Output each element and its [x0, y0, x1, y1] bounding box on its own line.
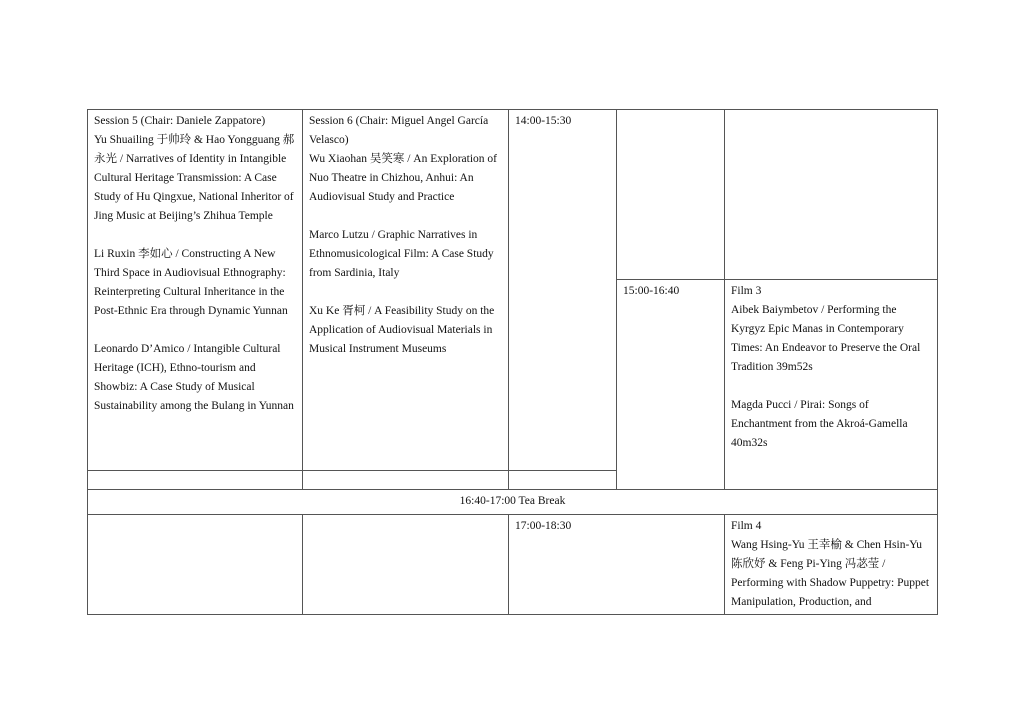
empty-cell — [88, 515, 303, 615]
session-time: 14:00-15:30 — [515, 115, 572, 127]
evening-time-cell — [509, 515, 725, 615]
tea-break-cell — [88, 490, 938, 515]
session-5-paper-1: Yu Shuailing 于帅玲 & Hao Yongguang 郝永光 / Narratives of Identity in Intangible Cultural Heritage Transmission: A Case Study of Hu Qingxue, National Inheritor of Jing Music at Beijing’s Zhihua Temple — [94, 134, 295, 222]
table-row — [88, 110, 938, 280]
film-3-time-cell — [617, 280, 725, 490]
session-6-paper-2: Marco Lutzu / Graphic Narratives in Ethnomusicological Film: A Case Study from Sardinia, Italy — [309, 229, 494, 279]
film-4-cell — [725, 515, 938, 615]
session-time-cell — [509, 110, 617, 471]
empty-cell — [88, 471, 303, 490]
film-3-cell — [725, 280, 938, 490]
film-3-item-1: Aibek Baiymbetov / Performing the Kyrgyz Epic Manas in Contemporary Times: An Endeavor to Preserve the Oral Tradition 39m52s — [731, 304, 921, 373]
table-row — [88, 515, 938, 615]
session-6-paper-1: Wu Xiaohan 吴笑寒 / An Exploration of Nuo Theatre in Chizhou, Anhui: An Audiovisual Study and Practice — [309, 153, 497, 203]
film-3-item-2: Magda Pucci / Pirai: Songs of Enchantment from the Akroá-Gamella 40m32s — [731, 399, 908, 449]
session-6-title: Session 6 (Chair: Miguel Angel García Velasco) — [309, 115, 489, 146]
empty-cell — [725, 110, 938, 280]
tea-break: 16:40-17:00 Tea Break — [459, 495, 566, 507]
session-6-cell — [303, 110, 509, 471]
empty-cell — [303, 515, 509, 615]
film-4-title: Film 4 — [731, 520, 762, 532]
session-5-paper-2: Li Ruxin 李如心 / Constructing A New Third Space in Audiovisual Ethnography: Reinterpreting Cultural Inheritance in the Post-Ethnic Era through Dynamic Yunnan — [94, 248, 288, 317]
empty-cell — [509, 471, 617, 490]
session-5-title: Session 5 (Chair: Daniele Zappatore) — [94, 115, 266, 127]
film-3-time: 15:00-16:40 — [623, 285, 680, 297]
schedule-table — [87, 109, 938, 615]
empty-cell — [303, 471, 509, 490]
session-6-paper-3: Xu Ke 胥柯 / A Feasibility Study on the Application of Audiovisual Materials in Musical Instrument Museums — [309, 305, 495, 355]
evening-time: 17:00-18:30 — [515, 520, 572, 532]
film-3-title: Film 3 — [731, 285, 762, 297]
table-row — [88, 490, 938, 515]
film-4-item: Wang Hsing-Yu 王幸榆 & Chen Hsin-Yu 陈欣妤 & Feng Pi-Ying 冯苾莹 / Performing with Shadow Puppetry: Puppet Manipulation, Production, and — [731, 539, 930, 608]
session-5-paper-3: Leonardo D’Amico / Intangible Cultural Heritage (ICH), Ethno-tourism and Showbiz: A Case Study of Musical Sustainability among the Bulang in Yunnan — [94, 343, 294, 412]
empty-cell — [617, 110, 725, 280]
session-5-cell — [88, 110, 303, 471]
